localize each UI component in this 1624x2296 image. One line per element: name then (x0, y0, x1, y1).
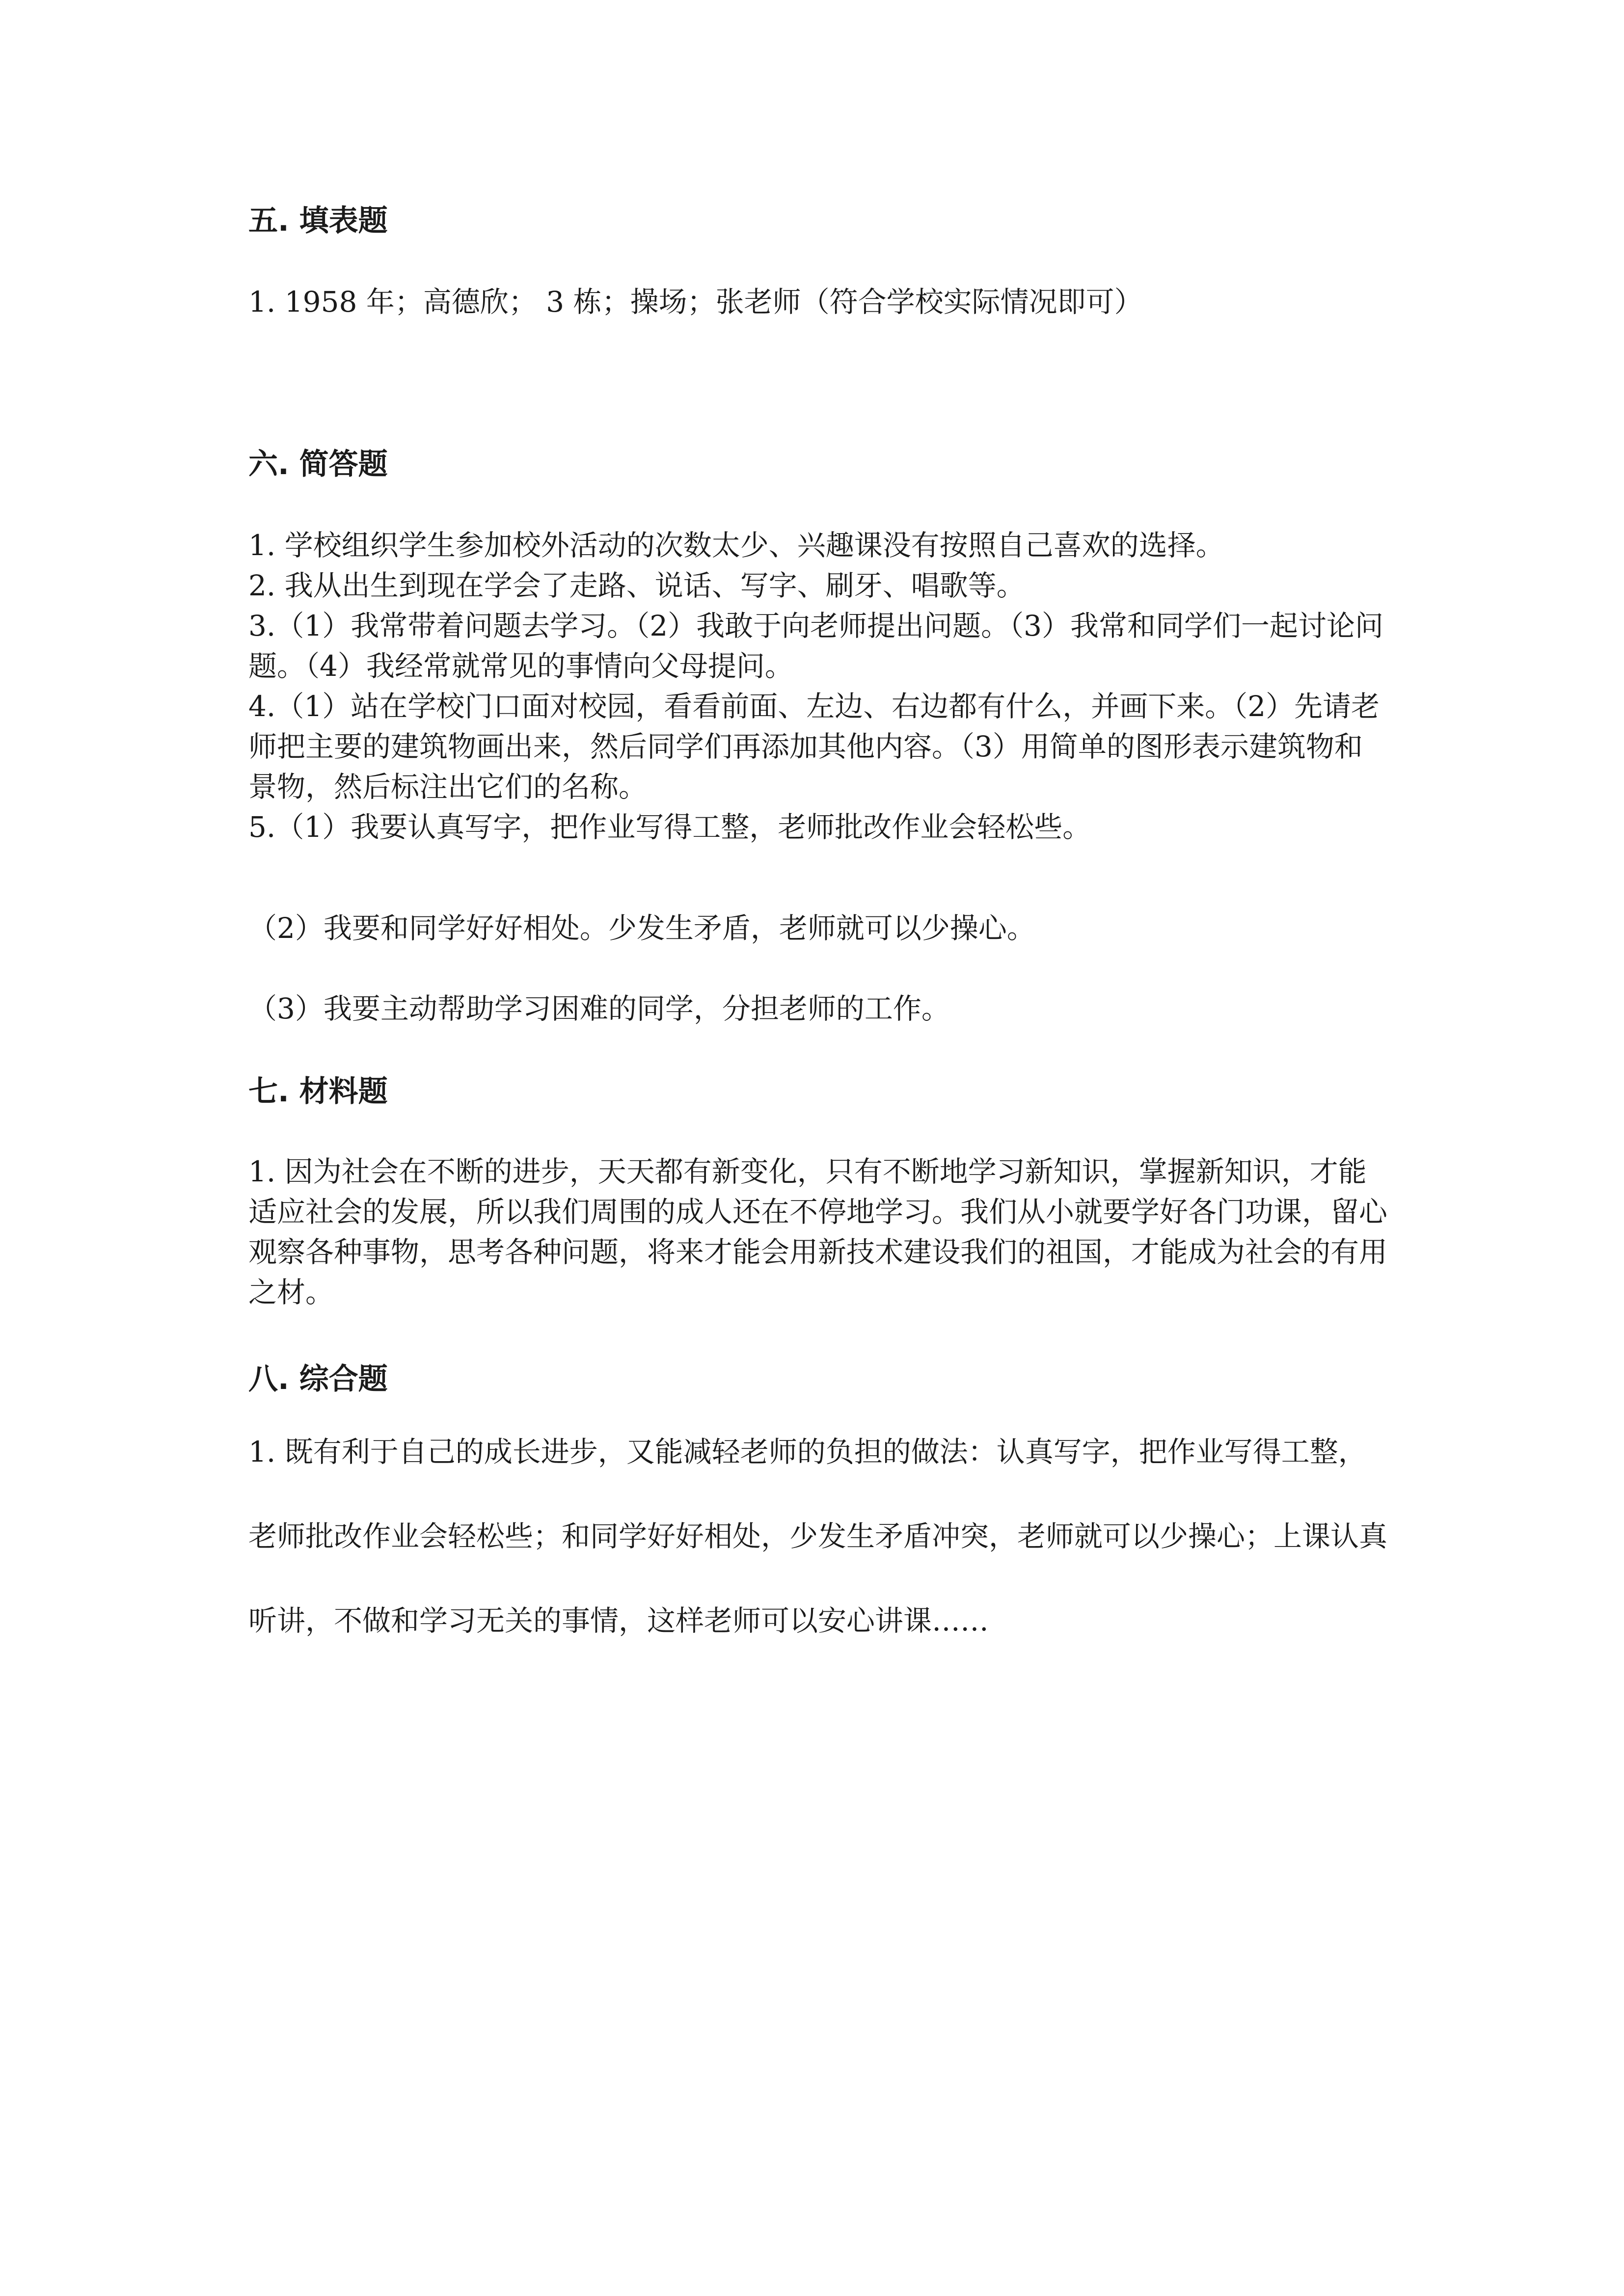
answer-item: 2. 我从出生到现在学会了走路、说话、写字、刷牙、唱歌等。 (248, 569, 1025, 602)
section-body-short-answer (248, 525, 1387, 847)
section-heading-material: 七. 材料题 (248, 1074, 388, 1109)
answer-item: （3）我要主动帮助学习困难的同学，分担老师的工作。 (248, 992, 950, 1025)
section-body-fill-table (248, 282, 1387, 322)
section-body-comprehensive (248, 1410, 1387, 1663)
section-body-short-answer-sub (248, 988, 1387, 1029)
answer-item: 5.（1）我要认真写字，把作业写得工整，老师批改作业会轻松些。 (248, 810, 1091, 844)
section-body-short-answer-sub (248, 908, 1387, 948)
answer-item: 1. 学校组织学生参加校外活动的次数太少、兴趣课没有按照自己喜欢的选择。 (248, 529, 1224, 562)
answer-item: （2）我要和同学好好相处。少发生矛盾，老师就可以少操心。 (248, 911, 1035, 945)
answer-item: 4.（1）站在学校门口面对校园，看看前面、左边、右边都有什么，并画下来。（2）先请老师把主要的建筑物画出来，然后同学们再添加其他内容。（3）用简单的图形表示建筑物和景物，然后标注出它们的名称。 (248, 690, 1380, 803)
section-heading-short-answer: 六. 简答题 (248, 447, 388, 481)
section-body-material (248, 1151, 1387, 1312)
answer-item: 1. 1958 年；高德欣； 3 栋；操场；张老师（符合学校实际情况即可） (248, 285, 1143, 319)
answer-item: 3.（1）我常带着问题去学习。（2）我敢于向老师提出问题。（3）我常和同学们一起讨论问题。（4）我经常就常见的事情向父母提问。 (248, 609, 1384, 683)
answer-item: 1. 因为社会在不断的进步，天天都有新变化，只有不断地学习新知识，掌握新知识，才能适应社会的发展，所以我们周围的成人还在不停地学习。我们从小就要学好各门功课，留心观察各种事物，思考各种问题，将来才能会用新技术建设我们的祖国，才能成为社会的有用之材。 (248, 1155, 1388, 1309)
section-heading-fill-table: 五. 填表题 (248, 204, 388, 238)
section-heading-comprehensive: 八. 综合题 (248, 1362, 388, 1396)
answer-item: 1. 既有利于自己的成长进步，又能减轻老师的负担的做法：认真写字，把作业写得工整，老师批改作业会轻松些；和同学好好相处，少发生矛盾冲突，老师就可以少操心；上课认真听讲，不做和学习无关的事情，这样老师可以安心讲课…… (248, 1435, 1388, 1637)
